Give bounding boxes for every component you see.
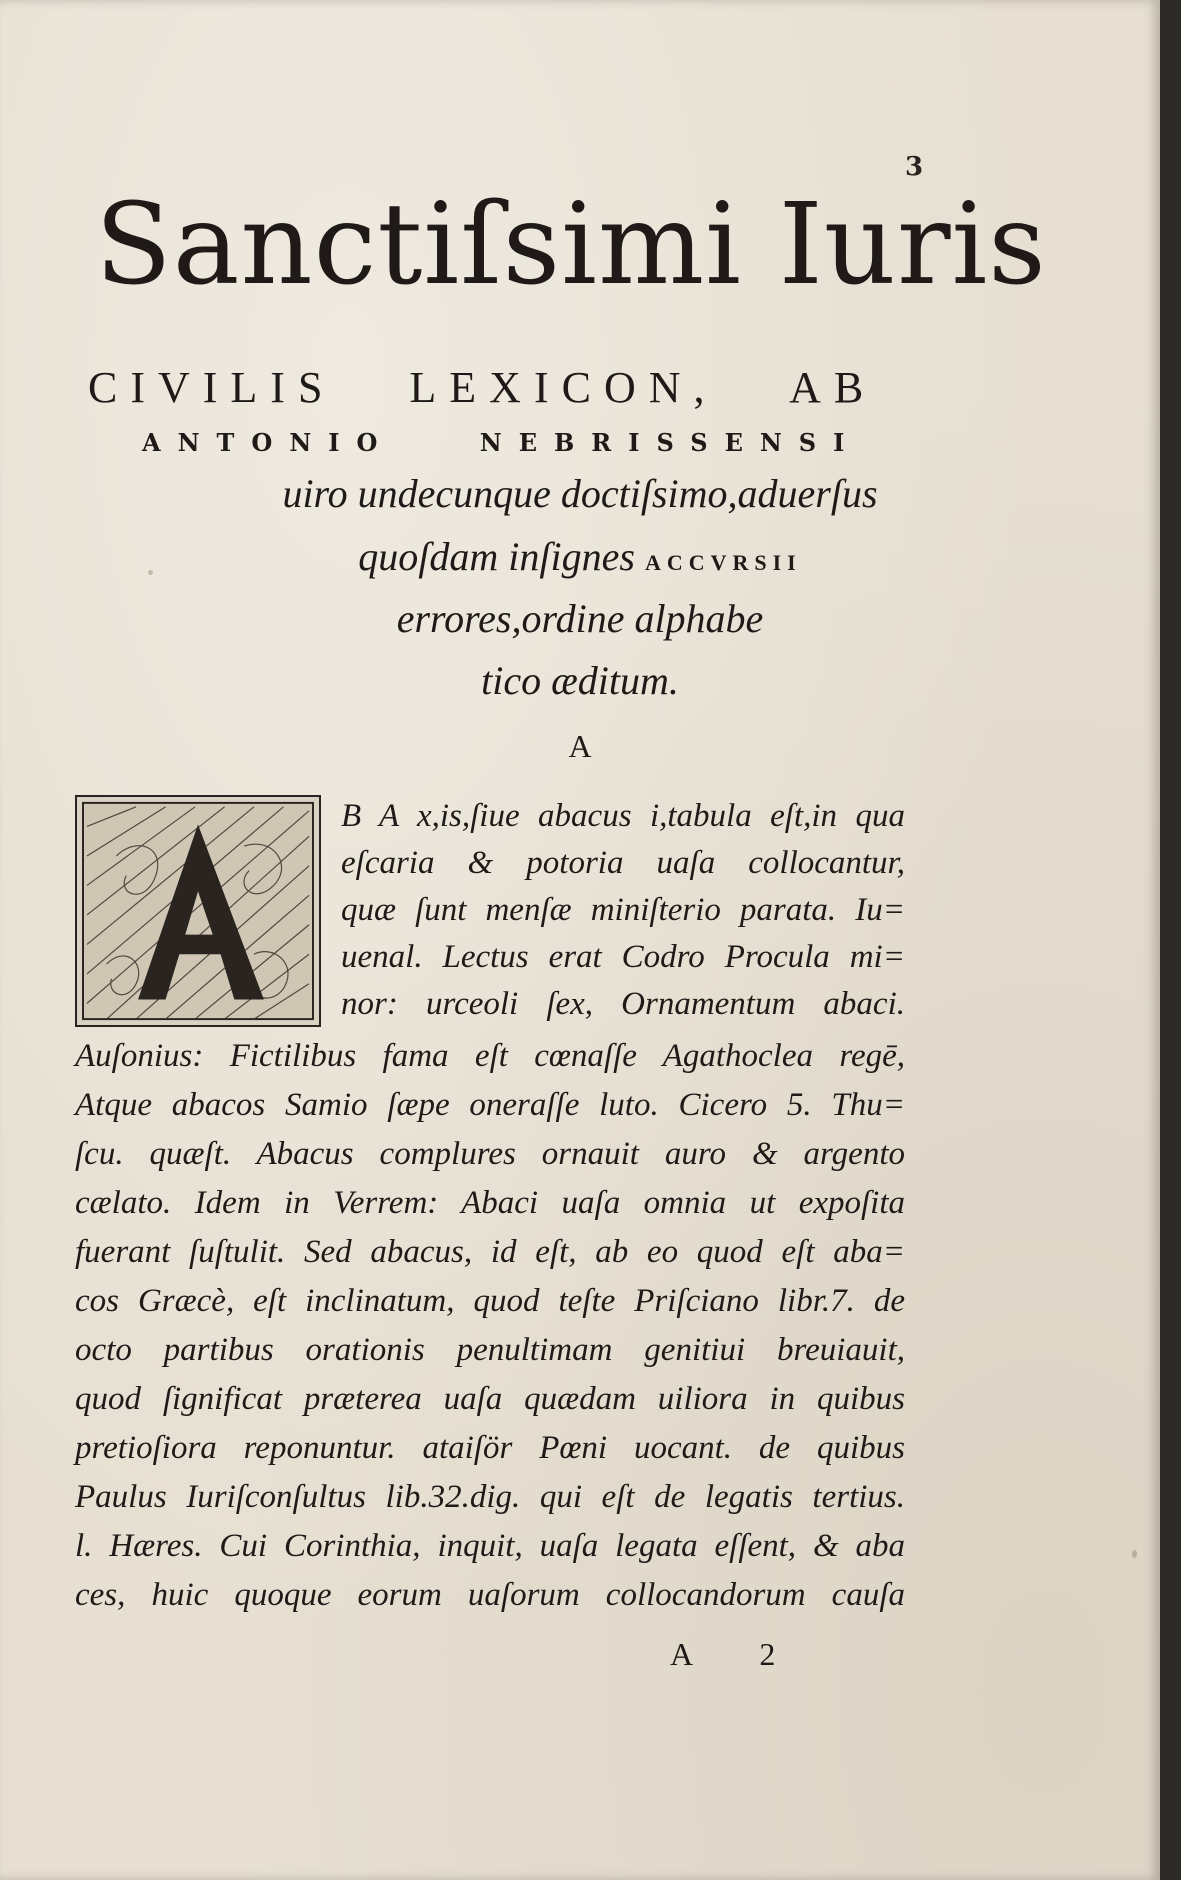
italic-line-1: uiro undecunque doctiſsimo,aduerſus [282,471,878,516]
body-line: Atque abacos Samio ſæpe oneraſſe luto. Cicero 5. Thu= [75,1087,905,1123]
paper-spot [1132,1550,1137,1558]
body-line: eſcaria & potoria uaſa collocantur, [341,845,905,881]
author-caps: ANTONIO NEBRISSENSI [142,428,862,457]
body-line: ſcu. quæſt. Abacus complures ornauit auro & argento [75,1136,905,1172]
italic-line-2 [0,533,1160,580]
body-line: ces, huic quoque eorum uaſorum collocandorum cauſa [75,1577,905,1613]
subtitle-caps: CIVILIS LEXICON, AB [88,363,877,412]
page-title: Sanctiſsimi Iuris [95,180,1047,310]
body-line: Paulus Iuriſconſultus lib.32.dig. qui eſt de legatis tertius. [75,1479,905,1515]
woodcut-initial-icon [77,797,319,1025]
accursii-caps: ACCVRSII [644,550,802,575]
page-number: 3 [905,152,924,182]
body-line: octo partibus orationis penultimam genitiui breuiauit, [75,1332,905,1368]
body-line: pretioſiora reponuntur. ataiſör Pœni uocant. de quibus [75,1430,905,1466]
body-line: uenal. Lectus erat Codro Procula mi= [341,939,905,975]
body-line: cælato. Idem in Verrem: Abaci uaſa omnia ut expoſita [75,1185,905,1221]
italic-line-3: errores,ordine alphabe [396,596,764,641]
paper-spot [148,570,153,575]
decorated-initial [75,795,321,1027]
signature-mark: A 2 [670,1636,806,1672]
body-line: cos Græcè, eſt inclinatum, quod teſte Priſciano libr.7. de [75,1283,905,1319]
body-line: fuerant ſuſtulit. Sed abacus, id eſt, ab eo quod eſt aba= [75,1234,905,1270]
body-line: Auſonius: Fictilibus fama eſt cœnaſſe Agathoclea regē, [75,1038,905,1074]
italic-line-4: tico æditum. [481,658,679,703]
body-line: l. Hæres. Cui Corinthia, inquit, uaſa legata eſſent, & aba [75,1528,905,1564]
body-line: B A x,is,ſiue abacus i,tabula eſt,in qua [341,798,905,834]
body-line: nor: urceoli ſex, Ornamentum abaci. [341,986,905,1022]
section-letter: A [568,728,592,764]
body-line: quod ſignificat præterea uaſa quædam uiliora in quibus [75,1381,905,1417]
body-line: quæ ſunt menſæ miniſterio parata. Iu= [341,892,905,928]
italic-line-2-text: quoſdam inſignes [358,534,635,579]
